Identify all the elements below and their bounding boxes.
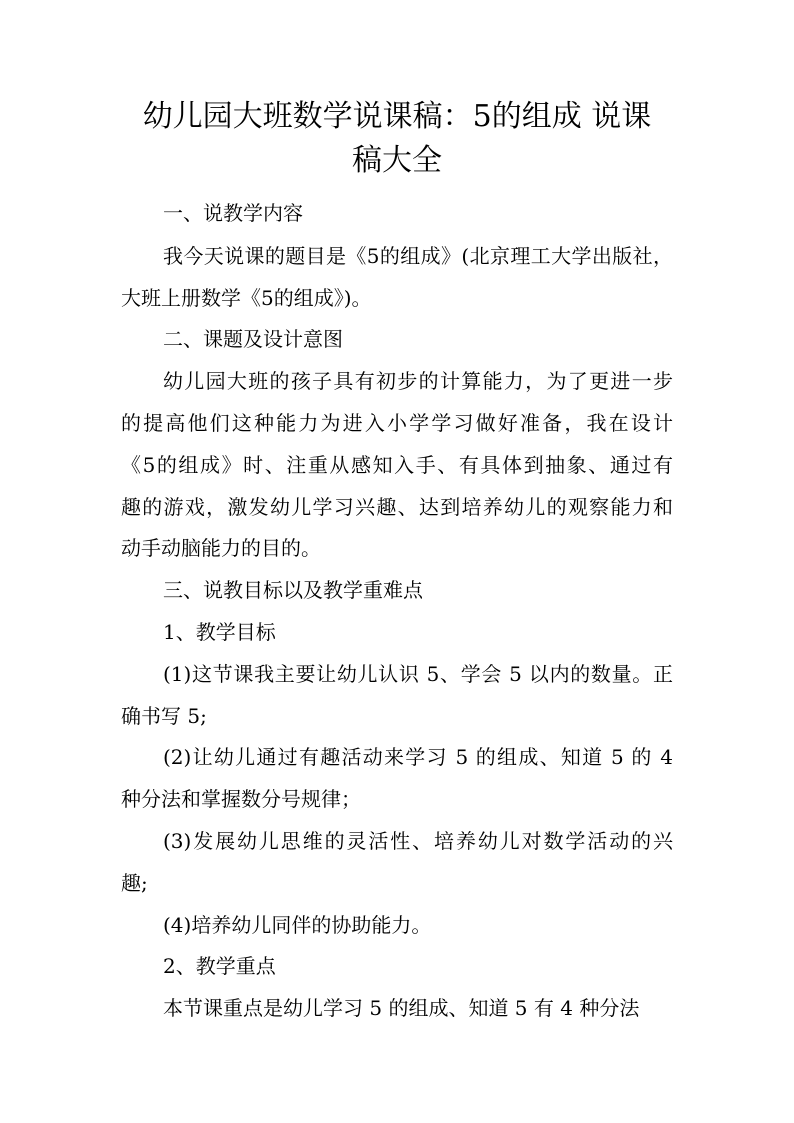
paragraph-line: 趣的游戏，激发幼儿学习兴趣、达到培养幼儿的观察能力和 [121,495,673,519]
list-item-line: 趣; [121,871,148,895]
list-item-line: (4)培养幼儿同伴的协助能力。 [163,913,432,937]
paragraph-line: 本节课重点是幼儿学习 5 的组成、知道 5 有 4 种分法 [163,996,640,1020]
list-item-line: (1)这节课我主要让幼儿认识 5、学会 5 以内的数量。正 [163,662,673,686]
section-heading-1: 一、说教学内容 [163,201,303,225]
title-line-2: 稿大全 [352,143,442,178]
title-line-1: 幼儿园大班数学说课稿：5的组成 说课 [142,99,652,134]
section-heading-3: 三、说教目标以及教学重难点 [163,578,423,602]
list-item-line: 确书写 5; [121,704,207,728]
subsection-heading: 2、教学重点 [163,954,276,978]
paragraph-line: 的提高他们这种能力为进入小学学习做好准备，我在设计 [121,411,673,435]
subsection-heading: 1、教学目标 [163,620,276,644]
list-item-line: (3)发展幼儿思维的灵活性、培养幼儿对数学活动的兴 [163,829,673,853]
list-item-line: 种分法和掌握数分号规律； [121,787,361,811]
paragraph-line: 幼儿园大班的孩子具有初步的计算能力，为了更进一步 [163,369,673,393]
paragraph-line: 我今天说课的题目是《5的组成》(北京理工大学出版社， [163,244,673,268]
paragraph-line: 动手动脑能力的目的。 [121,536,321,560]
paragraph-line: 《5的组成》时、注重从感知入手、有具体到抽象、通过有 [121,453,673,477]
list-item-line: (2)让幼儿通过有趣活动来学习 5 的组成、知道 5 的 4 [163,745,673,769]
paragraph-line: 大班上册数学《5的组成》)。 [121,286,372,310]
section-heading-2: 二、课题及设计意图 [163,327,343,351]
document-title [110,95,684,183]
